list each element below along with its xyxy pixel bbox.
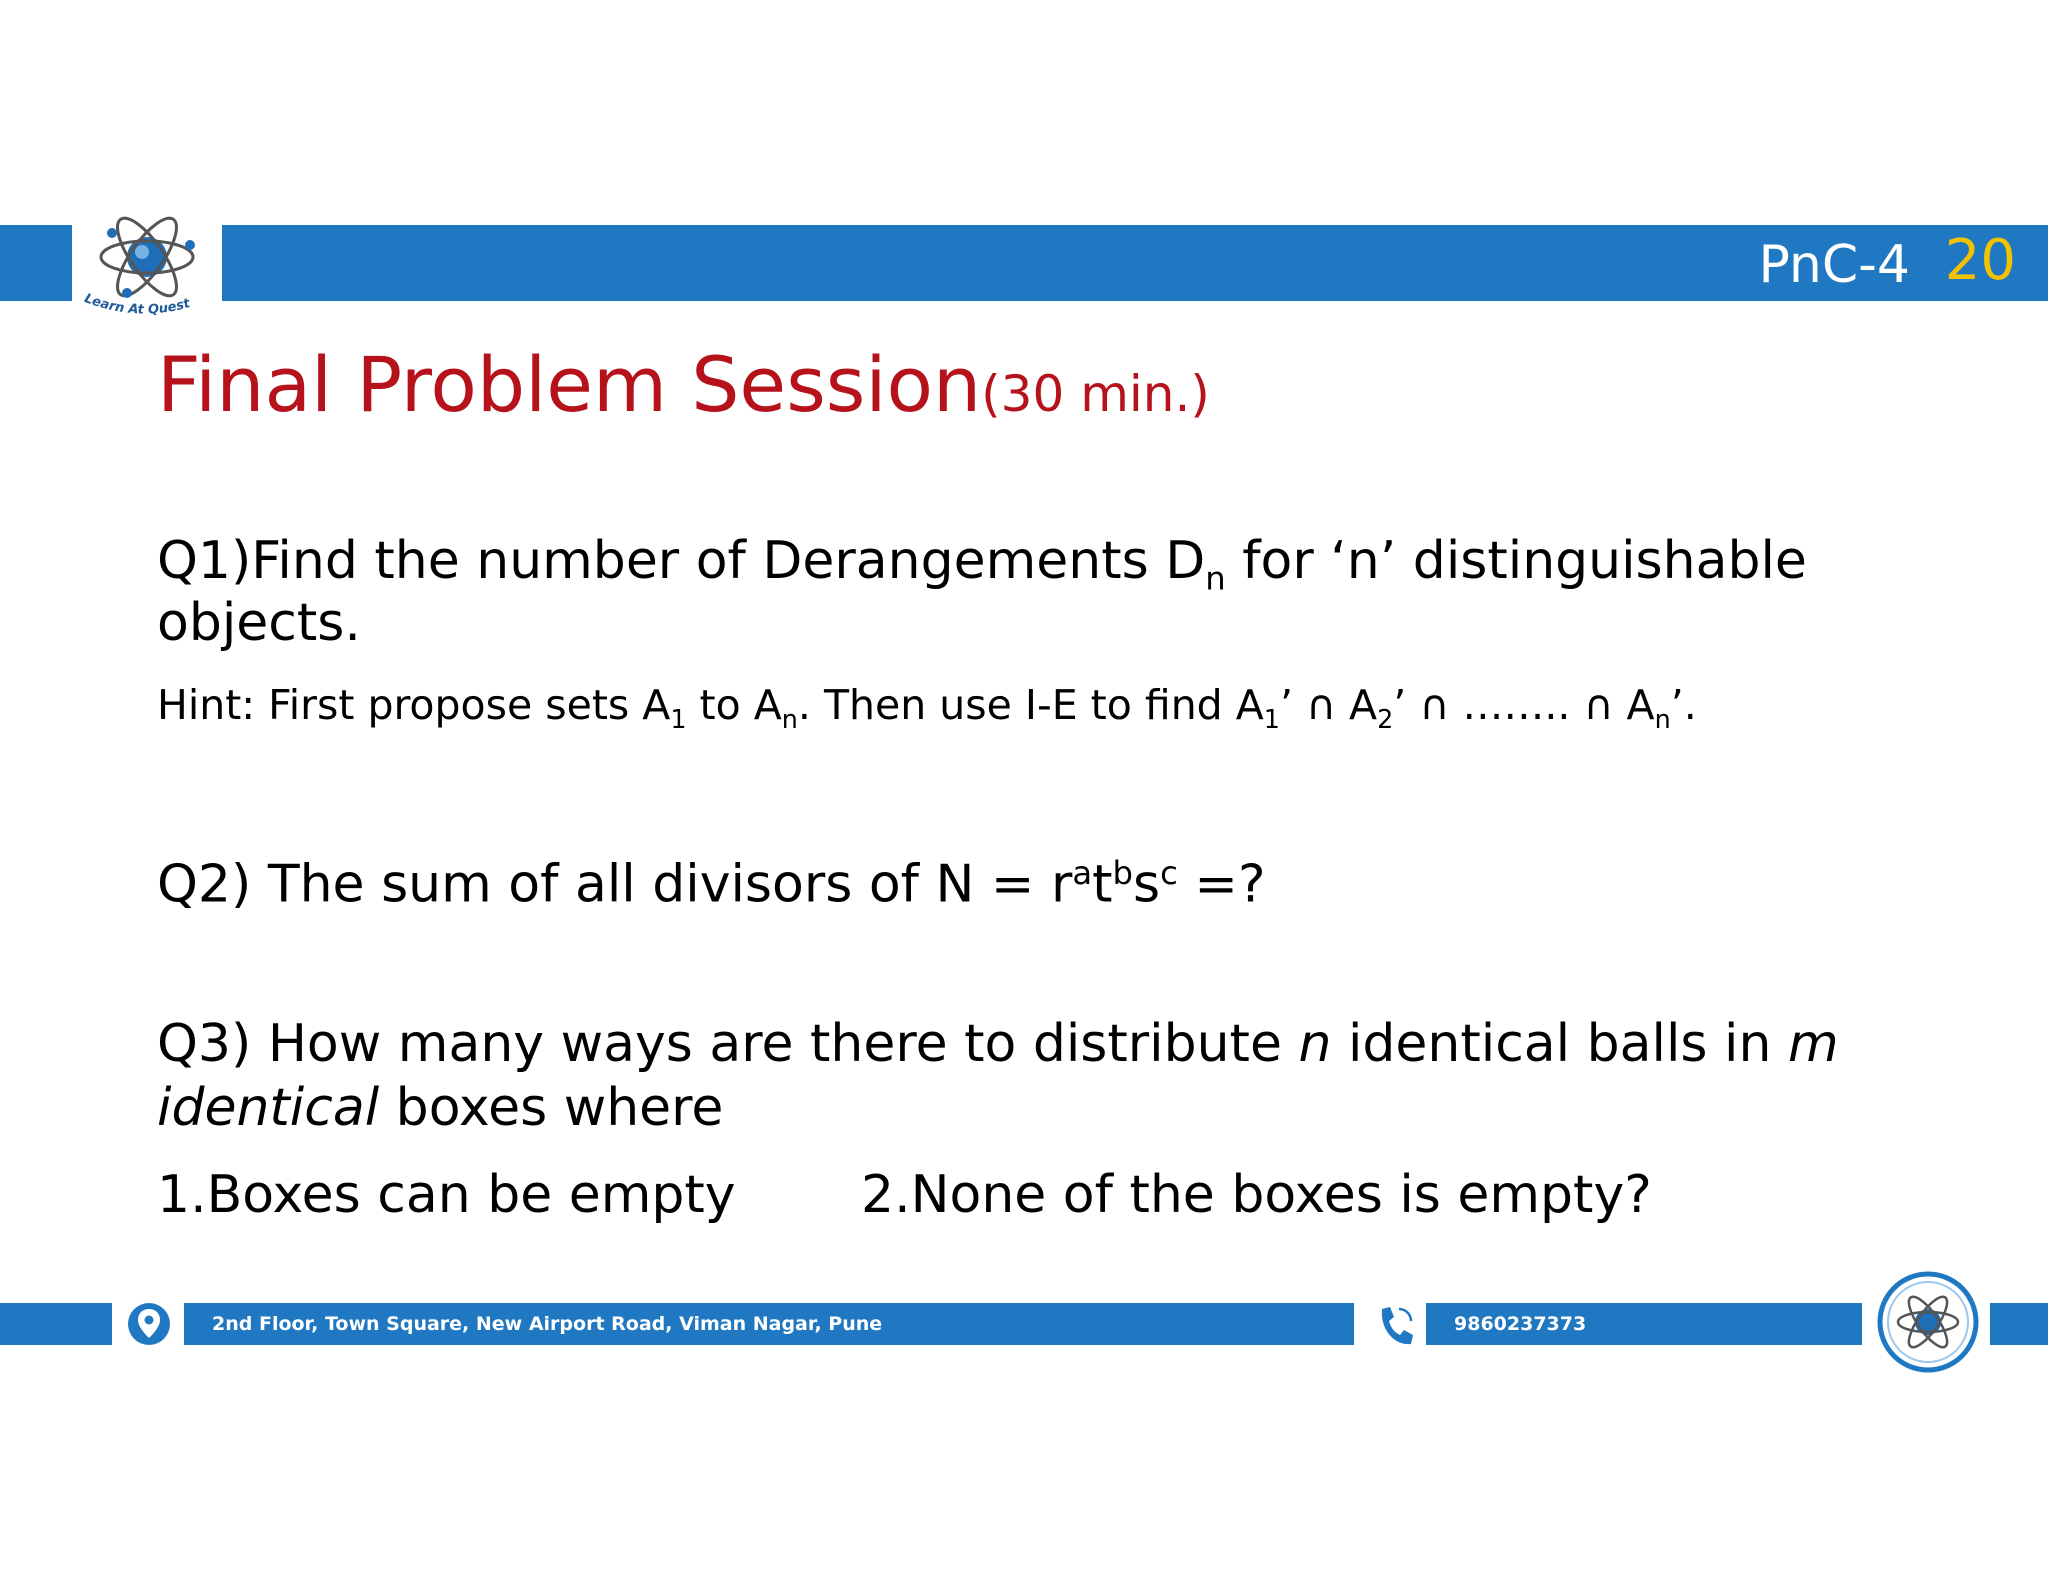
logo-wordmark: [74, 293, 220, 323]
question-3-line-1: Q3) How many ways are there to distribute n identical balls in m: [157, 1014, 1839, 1074]
question-1-line-2: objects.: [157, 593, 361, 653]
title-main: Final Problem Session: [157, 340, 982, 429]
slide-code: PnC-4: [1758, 235, 1910, 295]
header-bar: [0, 225, 2048, 301]
footer-phone: 9860237373: [1454, 1313, 1587, 1335]
footer-bar-left: [0, 1303, 112, 1345]
question-1-line-1: [157, 529, 1807, 610]
logo: [72, 205, 222, 325]
footer-bar-right: [1990, 1303, 2048, 1345]
svg-text:Learn At Quest: Learn At Quest: [82, 293, 192, 318]
atom-logo-icon: [72, 205, 222, 305]
question-3-line-2: identical boxes where: [157, 1078, 724, 1138]
q1-text-a: Q1)Find the number of Derangements D: [157, 531, 1206, 591]
location-pin-icon: [126, 1300, 172, 1348]
slide-number: 20: [1944, 228, 2016, 293]
footer-address: 2nd Floor, Town Square, New Airport Road, Viman Nagar, Pune: [212, 1313, 883, 1335]
page-title: [157, 337, 1210, 442]
q1-text-b: for ‘n’ distinguishable: [1225, 531, 1807, 591]
phone-icon: [1372, 1303, 1416, 1349]
option-1: 1.Boxes can be empty: [157, 1165, 736, 1225]
question-2: Q2) The sum of all divisors of $N = r^at^bs^c$ =?: [157, 854, 1266, 915]
hint-text: Hint: First propose sets $A_1$ to $A_n$. Then use I-E to find $A_1$’ ∩ $A_2$’ ∩ …….. ∩ $A_n$’.: [157, 681, 1697, 734]
footer-logo-icon: [1876, 1270, 1980, 1374]
option-2: 2.None of the boxes is empty?: [861, 1165, 1652, 1225]
q1-subscript: n: [1205, 559, 1226, 598]
title-duration: (30 min.): [981, 365, 1210, 423]
